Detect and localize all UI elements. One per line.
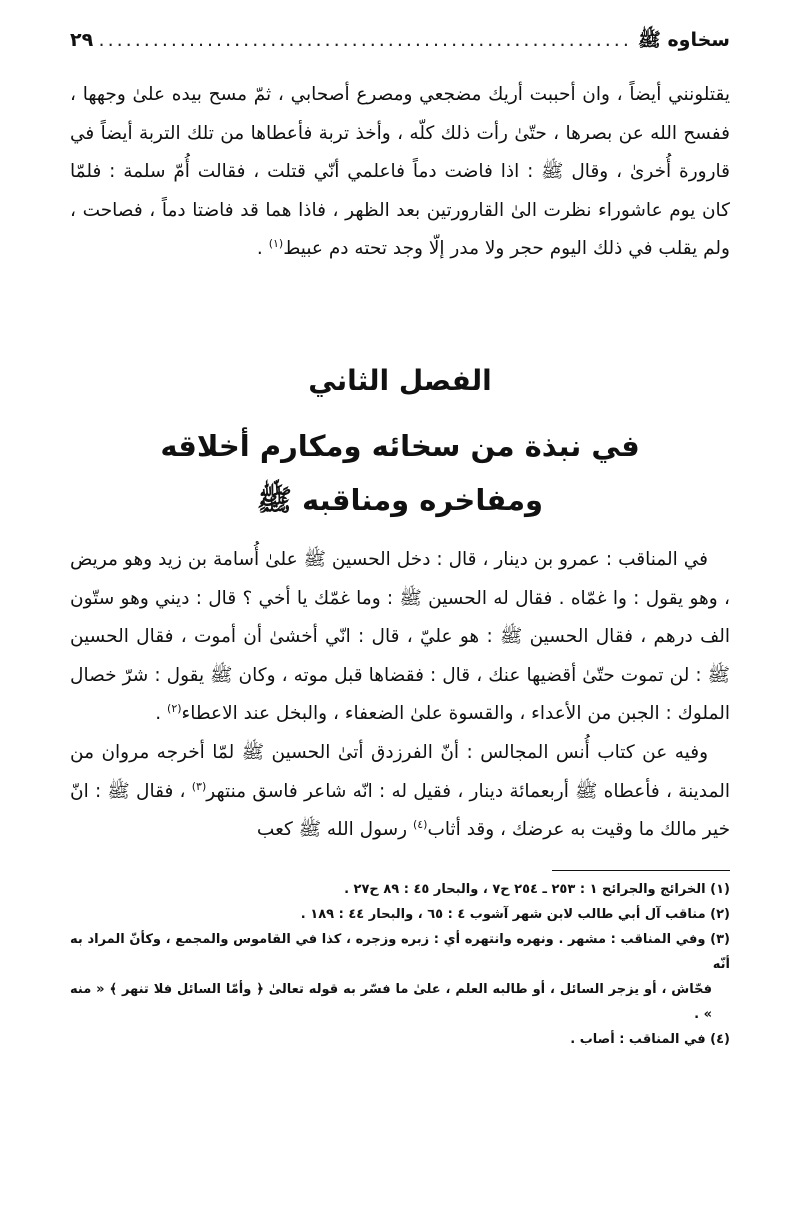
- section-title: [70, 419, 730, 527]
- footnote-4: (٤) في المناقب : أصاب .: [570, 1031, 730, 1047]
- section-title-line-2: ومفاخره ومناقبه ﷺ: [256, 482, 544, 517]
- chapter-title: الفصل الثاني: [308, 363, 492, 397]
- footnote-ref-2[interactable]: (٢): [167, 702, 182, 716]
- book-page: [70, 28, 730, 1052]
- footnote-2: (٢) مناقب آل أبي طالب لابن شهر آشوب ٤ : ٦٥ ، والبحار ٤٤ : ١٨٩ .: [300, 906, 730, 922]
- page-number: ٢٩: [70, 29, 94, 51]
- running-title: سخاوه ﷺ: [637, 29, 730, 51]
- paragraph-3: [70, 734, 730, 850]
- footnote-ref-1[interactable]: (١): [268, 237, 284, 251]
- footnote-1: (١) الخرائج والجرائح ١ : ٢٥٣ ـ ٢٥٤ ح٧ ، والبحار ٤٥ : ٨٩ ح٢٧ .: [344, 881, 730, 897]
- paragraph-2: [70, 541, 730, 734]
- paragraph-3-text-a: وفيه عن كتاب أُنس المجالس : أنّ الفرزدق أتىٰ الحسين ﷺ لمّا أخرجه مروان من المدينة ، فأعطاه ﷺ أربعمائة دينار ، فقيل له : انّه شاعر فاسق منتهر: [70, 741, 730, 802]
- paragraph-1-end: .: [256, 238, 269, 260]
- section-title-line-1: في نبذة من سخائه ومكارم أخلاقه: [160, 428, 640, 463]
- paragraph-3-text-b: ، فقال ﷺ : انّ خير مالك ما وقيت به عرضك ، وقد أثاب: [70, 780, 730, 841]
- footnote-ref-4[interactable]: (٤): [412, 817, 428, 831]
- footnote-divider: [552, 870, 730, 871]
- footnote-3: (٣) وفي المناقب : مشهر . ونهره وانتهره أي : زبره وزجره ، كذا في القاموس والمجمع ، وكأنّ المراد به أنّه: [70, 931, 730, 972]
- dot-leader: [99, 29, 632, 51]
- paragraph-1: [70, 76, 730, 269]
- footnotes: [70, 877, 730, 1052]
- paragraph-2-text: في المناقب : عمرو بن دينار ، قال : دخل الحسين ﷺ علىٰ أُسامة بن زيد وهو مريض ، وهو يقول : وا غمّاه . فقال له الحسين ﷺ : وما غمّك يا أخي ؟ قال : ديني وهو ستّون الف درهم ، فقال الحسين ﷺ : هو عليّ ، قال : انّي أخشىٰ أن أموت ، فقال الحسين ﷺ : لن تموت حتّىٰ أقضيها عنك ، قال : فقضاها قبل موته ، وكان ﷺ يقول : شرّ خصال الملوك : الجبن من الأعداء ، والقسوة علىٰ الضعفاء ، والبخل عند الاعطاء: [70, 548, 730, 725]
- paragraph-1-text: يقتلونني أيضاً ، وان أحببت أريك مضجعي ومصرع أصحابي ، ثمّ مسح بيده علىٰ وجهها ، ففسح الله عن بصرها ، حتّىٰ رأت ذلك كلّه ، وأخذ تربة فأعطاها من تلك التربة أيضاً في قارورة أُخرىٰ ، وقال ﷺ : اذا فاضت دماً فاعلمي أنّي قتلت ، فقالت أُمّ سلمة : فلمّا كان يوم عاشوراء نظرت الىٰ القارورتين بعد الظهر ، فاذا هما قد فاضتا دماً ، فصاحت ، ولم يقلب في ذلك اليوم حجر ولا مدر إلّا وجد تحته دم عبيط: [70, 84, 730, 260]
- paragraph-2-end: .: [155, 703, 168, 725]
- footnote-ref-3[interactable]: (٣): [191, 779, 207, 793]
- page-header: [70, 28, 730, 62]
- footnote-3-continued: فحّاش ، أو يزجر السائل ، أو طالبه العلم ، علىٰ ما فسّر به قوله تعالىٰ ﴿ وأمّا السائل فلا تنهر ﴾ « منه » .: [70, 981, 712, 1022]
- paragraph-3-text-c: رسول الله ﷺ كعب: [256, 819, 413, 841]
